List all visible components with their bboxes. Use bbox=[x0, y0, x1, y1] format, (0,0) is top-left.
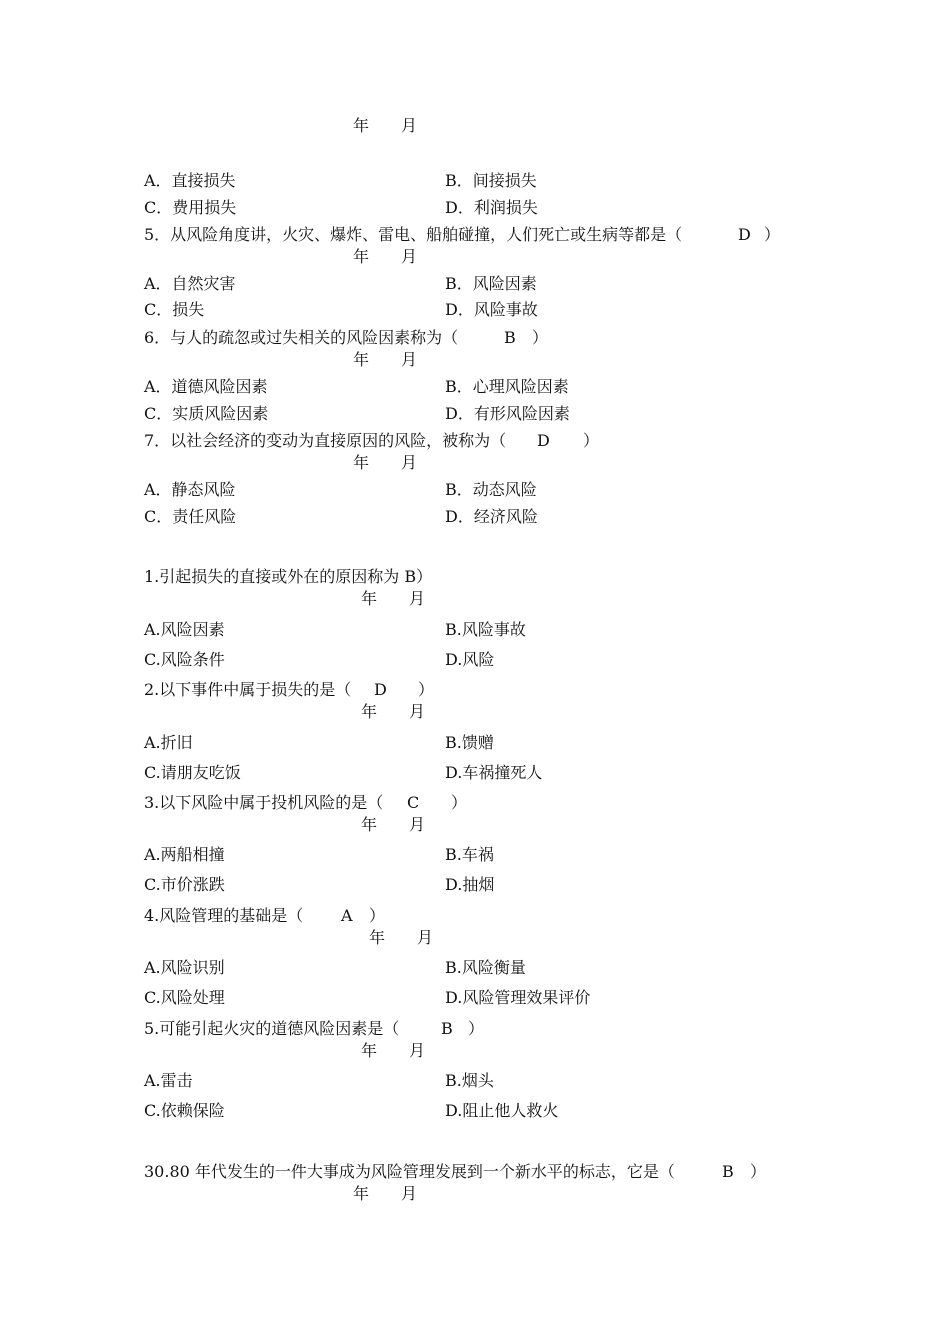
question-5: 5.可能引起火灾的道德风险因素是（ bbox=[144, 1019, 400, 1038]
option-c: C．费用损失 bbox=[144, 198, 237, 217]
option-c: C．责任风险 bbox=[144, 507, 237, 526]
option-b: B．间接损失 bbox=[445, 171, 537, 190]
year-month-label: 年 月 bbox=[361, 1041, 426, 1060]
option-d: D.风险 bbox=[445, 650, 495, 669]
option-a: A．直接损失 bbox=[144, 171, 236, 190]
option-c: C.风险处理 bbox=[144, 988, 225, 1007]
option-d: D.车祸撞死人 bbox=[445, 763, 543, 782]
year-month-label: 年 月 bbox=[353, 116, 418, 135]
answer-2: D bbox=[374, 680, 387, 699]
paren-close: ） bbox=[451, 793, 468, 812]
year-month-label: 年 月 bbox=[369, 928, 434, 947]
question-30: 30.80 年代发生的一件大事成为风险管理发展到一个新水平的标志，它是（ bbox=[144, 1162, 675, 1181]
option-b: B.烟头 bbox=[445, 1071, 494, 1090]
question-1: 1.引起损失的直接或外在的原因称为 B） bbox=[144, 567, 433, 586]
paren-close: ） bbox=[532, 328, 549, 347]
option-a: A.风险因素 bbox=[144, 620, 225, 639]
question-3: 3.以下风险中属于投机风险的是（ bbox=[144, 793, 384, 812]
option-b: B．心理风险因素 bbox=[445, 377, 569, 396]
option-b: B.风险衡量 bbox=[445, 958, 526, 977]
paren-close: ） bbox=[418, 680, 435, 699]
question-4: 4.风险管理的基础是（ bbox=[144, 906, 304, 925]
question-7: 7．以社会经济的变动为直接原因的风险，被称为（ bbox=[144, 431, 507, 450]
year-month-label: 年 月 bbox=[361, 589, 426, 608]
option-c: C.市价涨跌 bbox=[144, 875, 225, 894]
option-d: D.抽烟 bbox=[445, 875, 495, 894]
option-a: A．静态风险 bbox=[144, 480, 236, 499]
option-d: D.阻止他人救火 bbox=[445, 1101, 559, 1120]
option-d: D．经济风险 bbox=[445, 507, 538, 526]
year-month-label: 年 月 bbox=[361, 702, 426, 721]
option-a: A．道德风险因素 bbox=[144, 377, 268, 396]
option-d: D．风险事故 bbox=[445, 300, 538, 319]
option-a: A.风险识别 bbox=[144, 958, 225, 977]
paren-close: ） bbox=[468, 1019, 485, 1038]
option-b: B.车祸 bbox=[445, 845, 494, 864]
answer-30: B bbox=[722, 1162, 734, 1181]
year-month-label: 年 月 bbox=[353, 247, 418, 266]
answer-3: C bbox=[407, 793, 420, 812]
question-6: 6．与人的疏忽或过失相关的风险因素称为（ bbox=[144, 328, 459, 347]
year-month-label: 年 月 bbox=[353, 453, 418, 472]
paren-close: ） bbox=[583, 431, 600, 450]
answer-6: B bbox=[504, 328, 516, 347]
answer-5: D bbox=[738, 225, 751, 244]
option-d: D.风险管理效果评价 bbox=[445, 988, 591, 1007]
paren-close: ） bbox=[369, 906, 386, 925]
question-2: 2.以下事件中属于损失的是（ bbox=[144, 680, 352, 699]
option-a: A.折旧 bbox=[144, 733, 193, 752]
year-month-label: 年 月 bbox=[361, 815, 426, 834]
option-b: B.风险事故 bbox=[445, 620, 526, 639]
option-b: B．动态风险 bbox=[445, 480, 537, 499]
option-b: B．风险因素 bbox=[445, 274, 537, 293]
question-5: 5．从风险角度讲，火灾、爆炸、雷电、船舶碰撞，人们死亡或生病等都是（ bbox=[144, 225, 683, 244]
option-c: C.请朋友吃饭 bbox=[144, 763, 241, 782]
option-a: A．自然灾害 bbox=[144, 274, 236, 293]
answer-7: D bbox=[537, 431, 550, 450]
answer-4: A bbox=[341, 906, 353, 925]
year-month-label: 年 月 bbox=[353, 1184, 418, 1203]
option-a: A.雷击 bbox=[144, 1071, 193, 1090]
option-c: C.风险条件 bbox=[144, 650, 225, 669]
paren-close: ） bbox=[764, 225, 781, 244]
year-month-label: 年 月 bbox=[353, 350, 418, 369]
paren-close: ） bbox=[750, 1162, 767, 1181]
answer-5: B bbox=[441, 1019, 453, 1038]
option-c: C.依赖保险 bbox=[144, 1101, 225, 1120]
option-d: D．有形风险因素 bbox=[445, 404, 570, 423]
option-c: C．实质风险因素 bbox=[144, 404, 269, 423]
option-d: D．利润损失 bbox=[445, 198, 538, 217]
option-a: A.两船相撞 bbox=[144, 845, 225, 864]
option-b: B.馈赠 bbox=[445, 733, 494, 752]
option-c: C．损失 bbox=[144, 300, 205, 319]
